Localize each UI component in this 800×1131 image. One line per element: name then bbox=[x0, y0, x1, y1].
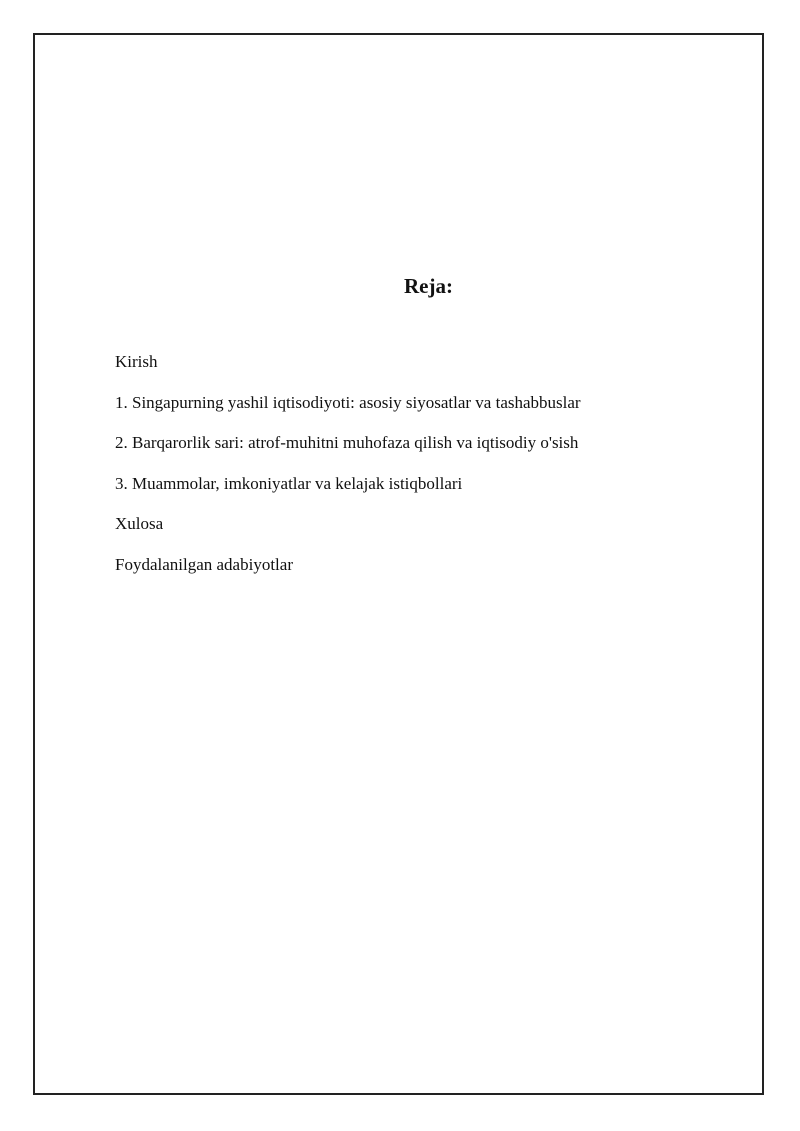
toc-item-introduction: Kirish bbox=[115, 352, 158, 371]
table-of-contents bbox=[115, 351, 581, 594]
toc-item-references: Foydalanilgan adabiyotlar bbox=[115, 554, 293, 574]
toc-item-3: 3. Muammolar, imkoniyatlar va kelajak istiqbollari bbox=[115, 473, 463, 493]
toc-item-1: 1. Singapurning yashil iqtisodiyoti: asosiy siyosatlar va tashabbuslar bbox=[115, 392, 581, 412]
toc-item-2: 2. Barqarorlik sari: atrof-muhitni muhofaza qilish va iqtisodiy o'sish bbox=[115, 433, 579, 452]
page-title: Reja: bbox=[404, 274, 453, 298]
toc-item-conclusion: Xulosa bbox=[115, 514, 164, 533]
